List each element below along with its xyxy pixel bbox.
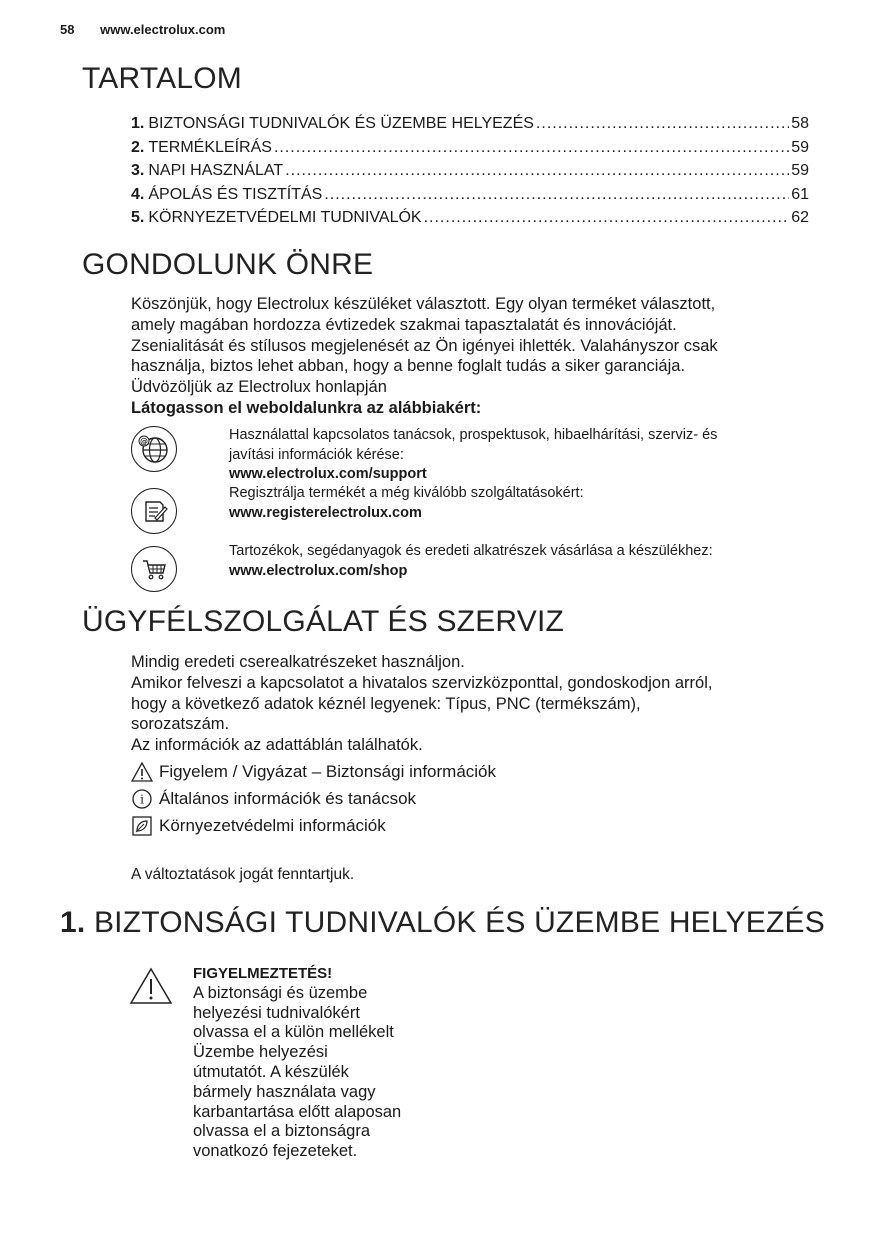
- toc-item-number: 5.: [131, 209, 145, 226]
- symbol-label: Általános információk és tanácsok: [159, 789, 417, 808]
- warning-box: [193, 964, 433, 1162]
- register-url-link[interactable]: www.registerelectrolux.com: [229, 504, 422, 521]
- text-line: olvassa el a külön mellékelt: [193, 1023, 394, 1042]
- text-line: Köszönjük, hogy Electrolux készüléket választott. Egy olyan terméket választott,: [131, 295, 716, 313]
- register-link-text: [229, 484, 809, 523]
- symbol-legend-warning: [131, 761, 496, 783]
- text-line: sorozatszám.: [131, 715, 230, 734]
- table-of-contents: [131, 112, 809, 230]
- changes-note: A változtatások jogát fenntartjuk.: [131, 866, 355, 883]
- link-description: Tartozékok, segédanyagok és eredeti alkatrészek vásárlása a készülékhez:: [229, 543, 713, 559]
- shop-url-link[interactable]: www.electrolux.com/shop: [229, 562, 408, 579]
- intro-paragraph: [131, 294, 821, 419]
- toc-item-page: 58: [791, 115, 809, 132]
- toc-title: TARTALOM: [82, 62, 242, 95]
- toc-item-label: BIZTONSÁGI TUDNIVALÓK ÉS ÜZEMBE HELYEZÉS: [148, 115, 534, 132]
- text-line: Mindig eredeti cserealkatrészeket használjon.: [131, 653, 465, 671]
- globe-icon: [131, 426, 177, 472]
- toc-item-label: TERMÉKLEÍRÁS: [148, 138, 272, 156]
- text-line: olvassa el a biztonságra: [193, 1122, 371, 1141]
- warning-icon: [129, 966, 173, 1011]
- warning-icon: [131, 761, 153, 783]
- info-icon: [131, 788, 153, 810]
- toc-item-number: 4.: [131, 185, 145, 203]
- toc-leader: [536, 112, 789, 136]
- text-line: útmutatót. A készülék: [193, 1062, 349, 1081]
- link-description: javítási információk kérése:: [229, 446, 404, 463]
- toc-item[interactable]: [131, 112, 809, 136]
- text-line: amely magában hordozza évtizedek szakmai tapasztalatát és innovációját.: [131, 315, 677, 334]
- toc-leader: [285, 159, 789, 183]
- text-line: helyezési tudnivalókért: [193, 1003, 360, 1022]
- register-icon: [131, 488, 177, 534]
- toc-leader: [424, 206, 790, 230]
- shop-link-text: [229, 542, 809, 581]
- toc-item-label: NAPI HASZNÁLAT: [148, 162, 284, 179]
- text-line: Zsenialitását és stílusos megjelenését az Ön igényei ihlették. Valahányszor csak: [131, 336, 718, 355]
- toc-leader: [274, 136, 789, 160]
- text-line: A biztonsági és üzembe: [193, 983, 368, 1002]
- header-url: www.electrolux.com: [100, 22, 226, 37]
- section-title-text: BIZTONSÁGI TUDNIVALÓK ÉS ÜZEMBE HELYEZÉS: [93, 906, 825, 939]
- toc-item[interactable]: [131, 183, 809, 207]
- section-title-service: ÜGYFÉLSZOLGÁLAT ÉS SZERVIZ: [82, 605, 565, 638]
- text-line: karbantartása előtt alaposan: [193, 1102, 402, 1121]
- link-description: Használattal kapcsolatos tanácsok, prospektusok, hibaelhárítási, szerviz- és: [229, 427, 718, 443]
- toc-item-number: 1.: [131, 115, 145, 132]
- toc-item-number: 2.: [131, 138, 145, 156]
- toc-item[interactable]: [131, 159, 809, 183]
- support-link-text: [229, 426, 809, 485]
- section-title-safety: [60, 906, 825, 940]
- toc-item-page: 59: [791, 138, 809, 156]
- toc-item[interactable]: [131, 136, 809, 160]
- toc-leader: [324, 183, 789, 207]
- symbol-label: Környezetvédelmi információk: [159, 816, 386, 835]
- service-paragraph: [131, 652, 821, 756]
- symbol-legend-environment: [131, 815, 386, 837]
- text-line: hogy a következő adatok kéznél legyenek: Típus, PNC (termékszám),: [131, 694, 641, 713]
- toc-item-number: 3.: [131, 162, 145, 179]
- text-line: Üzembe helyezési: [193, 1043, 328, 1062]
- toc-item-page: 61: [791, 185, 809, 203]
- svg-text:i: i: [140, 792, 144, 807]
- toc-item-page: 59: [791, 162, 809, 179]
- leaf-icon: [131, 815, 153, 837]
- toc-item-page: 62: [791, 209, 809, 226]
- toc-item-label: ÁPOLÁS ÉS TISZTÍTÁS: [148, 185, 323, 203]
- text-line: Amikor felveszi a kapcsolatot a hivatalos szervizközponttal, gondoskodjon arról,: [131, 673, 713, 692]
- text-line: bármely használata vagy: [193, 1082, 376, 1101]
- warning-title: FIGYELMEZTETÉS!: [193, 965, 333, 982]
- support-url-link[interactable]: www.electrolux.com/support: [229, 466, 427, 482]
- section-title-gondolunk: GONDOLUNK ÖNRE: [82, 248, 374, 281]
- page-header: [60, 22, 225, 37]
- text-line: vonatkozó fejezeteket.: [193, 1142, 358, 1161]
- page-number: 58: [60, 22, 75, 37]
- section-number: 1.: [60, 906, 86, 939]
- symbol-label: Figyelem / Vigyázat – Biztonsági információk: [159, 762, 497, 781]
- visit-label: Látogasson el weboldalunkra az alábbiakért:: [131, 398, 482, 417]
- text-line: használja, biztos lehet abban, hogy a benne foglalt tudás a siker garanciája.: [131, 357, 686, 376]
- cart-icon: [131, 546, 177, 592]
- link-description: Regisztrálja termékét a még kiválóbb szolgáltatásokért:: [229, 485, 584, 501]
- toc-item[interactable]: [131, 206, 809, 230]
- toc-item-label: KÖRNYEZETVÉDELMI TUDNIVALÓK: [148, 209, 422, 226]
- text-line: Üdvözöljük az Electrolux honlapján: [131, 378, 387, 397]
- svg-text:@: @: [140, 437, 148, 446]
- symbol-legend-info: [131, 788, 416, 810]
- text-line: Az információk az adattáblán találhatók.: [131, 736, 423, 755]
